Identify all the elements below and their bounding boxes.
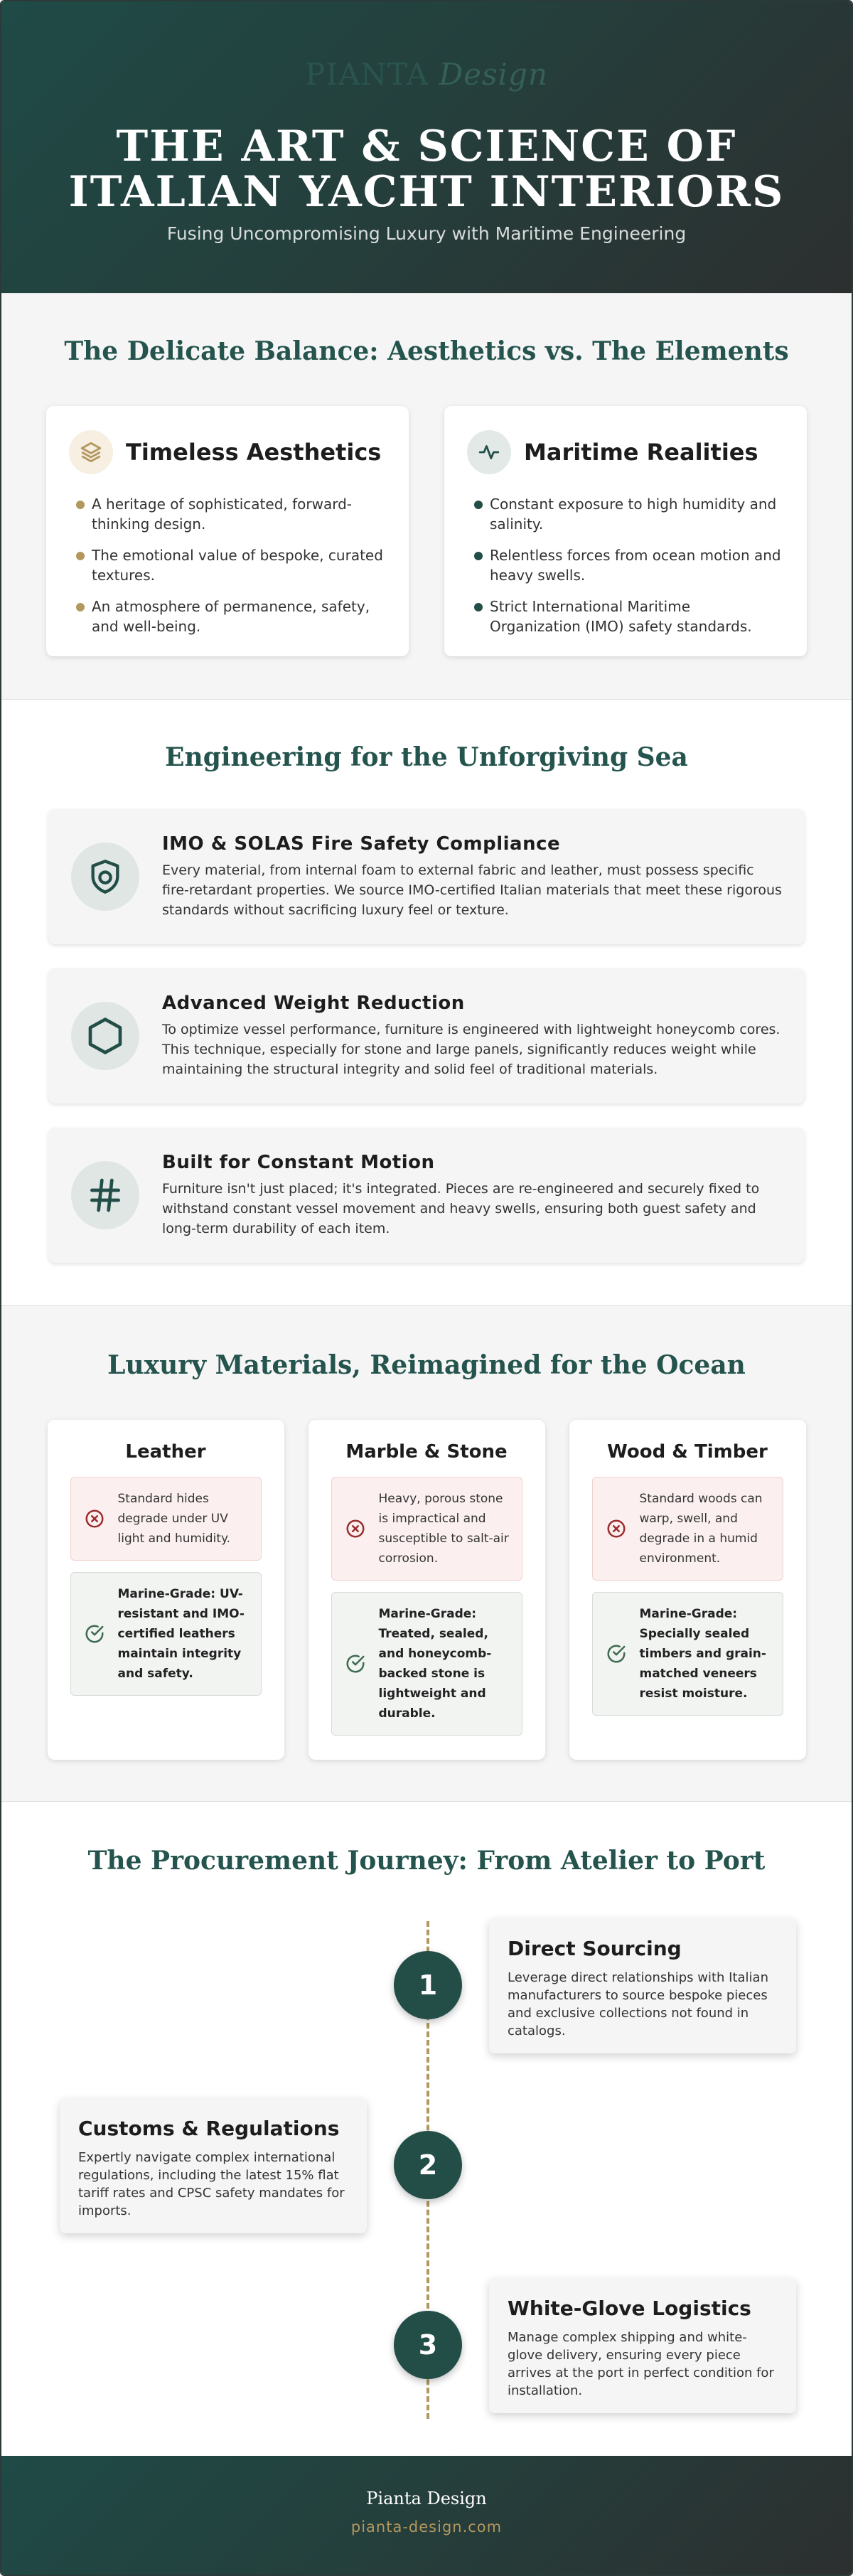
- check-circle-icon: [606, 1643, 627, 1664]
- activity-icon: [467, 430, 511, 474]
- layers-icon: [69, 430, 113, 474]
- maritime-card-title: Maritime Realities: [524, 439, 758, 466]
- hero-header: [1, 1, 852, 293]
- timeline-card-text: Leverage direct relationships with Italian manufacturers to source bespoke pieces and exclusive collections not found in catalogs.: [508, 1970, 768, 2038]
- material-solution: Marine-Grade: Treated, sealed, and honeycomb-backed stone is lightweight and durable.: [331, 1592, 522, 1736]
- feature-title: IMO & SOLAS Fire Safety Compliance: [162, 833, 561, 855]
- x-circle-icon: [345, 1518, 366, 1539]
- material-drawback: Standard hides degrade under UV light and humidity.: [70, 1477, 262, 1561]
- feature-title: Advanced Weight Reduction: [162, 993, 465, 1014]
- feature-title: Built for Constant Motion: [162, 1152, 435, 1173]
- feature-fire-safety: [48, 809, 805, 944]
- material-title: Leather: [125, 1441, 206, 1463]
- timeline-card-logistics: [489, 2278, 796, 2413]
- list-item: Relentless forces from ocean motion and heavy swells.: [467, 545, 784, 585]
- material-title: Marble & Stone: [345, 1441, 508, 1463]
- materials-title: Luxury Materials, Reimagined for the Ocean: [107, 1350, 746, 1380]
- engineering-title: Engineering for the Unforgiving Sea: [165, 742, 688, 772]
- material-drawback: Heavy, porous stone is impractical and susceptible to salt-air corrosion.: [331, 1477, 522, 1581]
- footer-link[interactable]: pianta-design.com: [350, 2518, 503, 2535]
- material-solution: Marine-Grade: Specially sealed timbers and grain-matched veneers resist moisture.: [592, 1592, 783, 1716]
- footer-brand: Pianta Design: [366, 2489, 487, 2508]
- feature-weight-reduction: [48, 968, 805, 1103]
- journey-section: [1, 1802, 852, 2463]
- material-card-wood: [569, 1420, 806, 1760]
- aesthetics-card: [46, 406, 409, 656]
- balance-section: [1, 293, 852, 700]
- feature-constant-motion: [48, 1128, 805, 1263]
- step-number-1: 1: [394, 1951, 462, 2019]
- check-circle-icon: [345, 1653, 366, 1674]
- timeline-card-sourcing: [489, 1918, 796, 2053]
- x-circle-icon: [606, 1518, 627, 1539]
- check-circle-icon: [84, 1623, 105, 1645]
- list-item: The emotional value of bespoke, curated textures.: [69, 545, 386, 585]
- logo: PIANTA Design: [305, 57, 548, 92]
- hash-icon: [71, 1161, 139, 1229]
- aesthetics-list: [69, 494, 386, 636]
- balance-title: The Delicate Balance: Aesthetics vs. The Elements: [64, 336, 789, 366]
- hexagon-icon: [71, 1002, 139, 1070]
- step-number-3: 3: [394, 2311, 462, 2379]
- material-title: Wood & Timber: [607, 1441, 768, 1463]
- feature-text: Every material, from internal foam to external fabric and leather, must possess specific fire-retardant properties. We source IMO-certified Italian materials that meet these rigorous standards without sacrificing luxury feel or texture.: [162, 862, 782, 918]
- timeline-card-text: Expertly navigate complex international regulations, including the latest 15% flat tariff rates and CPSC safety mandates for imports.: [78, 2150, 345, 2218]
- x-circle-icon: [84, 1508, 105, 1529]
- timeline-card-title: Direct Sourcing: [508, 1937, 682, 1960]
- list-item: Strict International Maritime Organization (IMO) safety standards.: [467, 597, 784, 636]
- journey-title: The Procurement Journey: From Atelier to Port: [87, 1846, 766, 1876]
- footer: [1, 2456, 852, 2575]
- step-number-2: 2: [394, 2131, 462, 2199]
- list-item: A heritage of sophisticated, forward-thinking design.: [69, 494, 386, 534]
- engineering-section: [1, 700, 852, 1306]
- timeline-card-title: Customs & Regulations: [78, 2117, 340, 2140]
- aesthetics-card-title: Timeless Aesthetics: [126, 439, 382, 466]
- timeline-card-title: White-Glove Logistics: [508, 2297, 751, 2320]
- feature-text: To optimize vessel performance, furniture is engineered with lightweight honeycomb cores. This technique, especially for stone and large panels, significantly reduces weight while maintaining the structural integrity and solid feel of traditional materials.: [162, 1022, 780, 1077]
- material-card-marble: [309, 1420, 545, 1760]
- material-solution: Marine-Grade: UV-resistant and IMO-certified leathers maintain integrity and safety.: [70, 1572, 262, 1696]
- materials-section: [1, 1306, 852, 1802]
- list-item: Constant exposure to high humidity and salinity.: [467, 494, 784, 534]
- page-title: THE ART & SCIENCE OF ITALIAN YACHT INTERIORS: [68, 122, 785, 217]
- page-subtitle: Fusing Uncompromising Luxury with Maritime Engineering: [166, 223, 687, 244]
- timeline-card-customs: [60, 2098, 367, 2233]
- material-card-leather: [48, 1420, 284, 1760]
- timeline-card-text: Manage complex shipping and white-glove delivery, ensuring every piece arrives at the port in perfect condition for installation.: [508, 2330, 774, 2398]
- maritime-list: [467, 494, 784, 636]
- feature-text: Furniture isn't just placed; it's integrated. Pieces are re-engineered and securely fixed to withstand constant vessel movement and heavy swells, ensuring both guest safety and long-term durability of each item.: [162, 1181, 760, 1236]
- maritime-card: [444, 406, 807, 656]
- list-item: An atmosphere of permanence, safety, and well-being.: [69, 597, 386, 636]
- shield-icon: [71, 843, 139, 911]
- material-drawback: Standard woods can warp, swell, and degrade in a humid environment.: [592, 1477, 783, 1581]
